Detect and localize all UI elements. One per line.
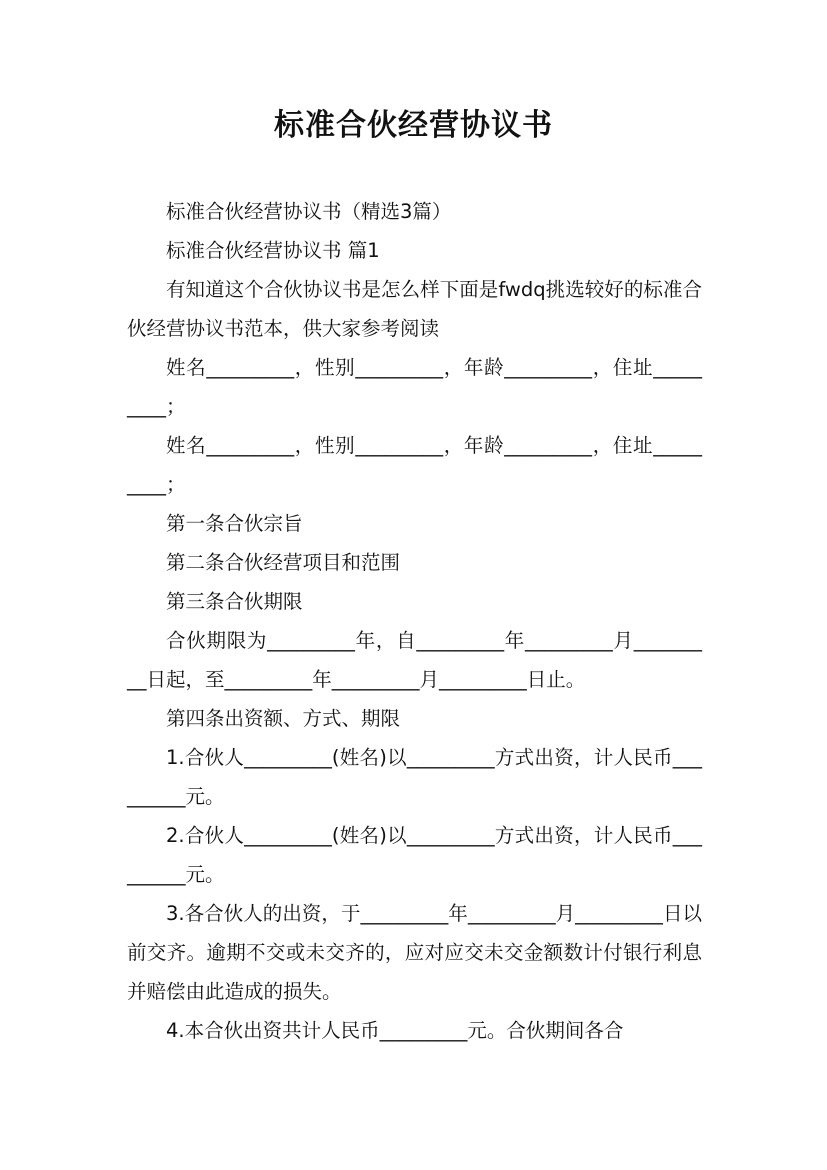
- paragraph-total-contribution: 4.本合伙出资共计人民币_________元。合伙期间各合: [166, 1019, 624, 1042]
- paragraph-article-2: 第二条合伙经营项目和范围: [166, 551, 401, 574]
- paragraph-section-heading: 标准合伙经营协议书 篇1: [166, 239, 380, 262]
- paragraph-subtitle: 标准合伙经营协议书（精选3篇）: [166, 200, 452, 223]
- paragraph-article-4: 第四条出资额、方式、期限: [166, 707, 401, 730]
- document-title: 标准合伙经营协议书: [274, 108, 553, 143]
- paragraph-contribution-2: 2.合伙人_________(姓名)以_________方式出资，计人民币_________元。: [127, 824, 702, 886]
- paragraph-contribution-deadline: 3.各合伙人的出资，于_________年_________月_________日以前交齐。逾期不交或未交齐的，应对应交未交金额数计付银行利息并赔偿由此造成的损失。: [127, 902, 702, 1003]
- paragraph-article-3: 第三条合伙期限: [166, 590, 303, 613]
- paragraph-term: 合伙期限为_________年，自_________年_________月_________日起，至_________年_________月_________日止。: [127, 629, 702, 691]
- paragraph-article-1: 第一条合伙宗旨: [166, 512, 303, 535]
- document-body: [127, 192, 702, 1050]
- paragraph-party-1: 姓名_________，性别_________，年龄_________，住址_________；: [127, 356, 702, 418]
- paragraph-party-2: 姓名_________，性别_________，年龄_________，住址_________；: [127, 434, 702, 496]
- paragraph-intro: 有知道这个合伙协议书是怎么样下面是fwdq挑选较好的标准合伙经营协议书范本，供大家参考阅读: [127, 278, 702, 340]
- paragraph-contribution-1: 1.合伙人_________(姓名)以_________方式出资，计人民币_________元。: [127, 746, 702, 808]
